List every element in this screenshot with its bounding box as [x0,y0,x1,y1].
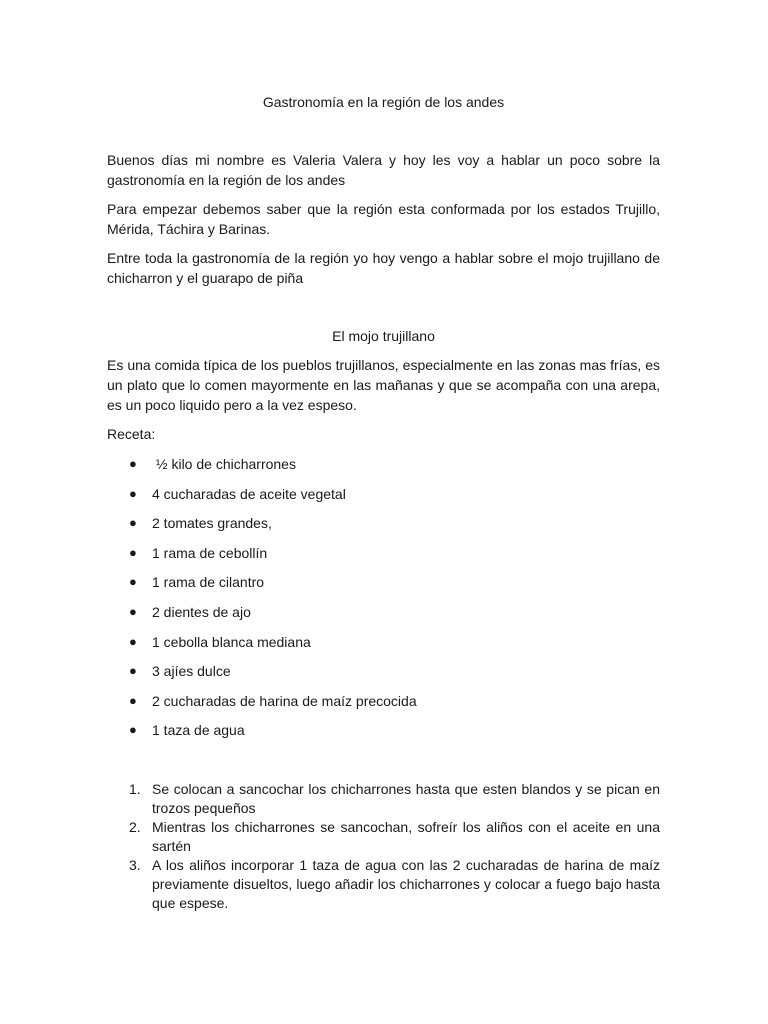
step-number: 2. [129,819,141,835]
ingredient-text: 1 rama de cilantro [152,574,265,591]
ingredient-text: 3 ajíes dulce [152,663,231,680]
list-item [107,602,660,632]
bullet-icon: ● [129,663,137,679]
ingredient-text: 1 taza de agua [152,722,245,739]
recipe-label: Receta: [107,426,156,442]
bullet-icon: ● [129,574,137,590]
ingredient-text: 2 tomates grandes, [152,515,272,532]
list-item [107,543,660,573]
ingredient-text: 2 dientes de ajo [152,603,251,620]
steps-list [107,780,660,913]
list-item [107,720,660,750]
step-number: 1. [129,781,141,797]
step-text: Mientras los chicharrones se sancochan, sofreír los aliños con el aceite en una sartén [152,819,660,854]
step-item [107,818,660,856]
bullet-icon: ● [129,515,137,531]
intro-paragraph-1: Buenos días mi nombre es Valeria Valera y hoy les voy a hablar un poco sobre la gastronomía en la región de los andes [107,152,660,188]
bullet-icon: ● [129,485,137,501]
bullet-icon: ● [129,544,137,560]
bullet-icon: ● [129,692,137,708]
section-paragraph: Es una comida típica de los pueblos trujillanos, especialmente en las zonas mas frías, es un plato que lo comen mayormente en las mañanas y que se acompaña con una arepa, es un poco liquido pero a la vez espeso. [107,357,660,413]
intro-paragraph-3: Entre toda la gastronomía de la región yo hoy vengo a hablar sobre el mojo trujillano de chicharron y el guarapo de piña [107,250,660,286]
step-text: A los aliños incorporar 1 taza de agua con las 2 cucharadas de harina de maíz previamente disueltos, luego añadir los chicharrones y colocar a fuego bajo hasta que espese. [152,857,660,911]
ingredient-text: 1 rama de cebollín [152,544,268,561]
list-item [107,513,660,543]
intro-paragraph-2: Para empezar debemos saber que la región esta conformada por los estados Trujillo, Mérida, Táchira y Barinas. [107,201,660,237]
bullet-icon: ● [129,722,137,738]
step-number: 3. [129,857,141,873]
step-item [107,780,660,818]
ingredients-list [107,454,660,750]
step-item [107,856,660,913]
ingredient-text: 4 cucharadas de aceite vegetal [152,485,346,502]
ingredient-text: 1 cebolla blanca mediana [152,633,311,650]
list-item [107,632,660,662]
bullet-icon: ● [129,456,137,471]
list-item [107,691,660,721]
document-title: Gastronomía en la región de los andes [262,94,505,110]
section-title: El mojo trujillano [332,328,435,344]
ingredient-text: ½ kilo de chicharrones [152,456,296,472]
ingredient-text: 2 cucharadas de harina de maíz precocida [152,692,417,709]
step-text: Se colocan a sancochar los chicharrones hasta que esten blandos y se pican en trozos pequeños [152,781,660,816]
bullet-icon: ● [129,633,137,649]
bullet-icon: ● [129,603,137,619]
list-item [107,454,660,484]
list-item [107,661,660,691]
list-item [107,572,660,602]
list-item [107,484,660,514]
